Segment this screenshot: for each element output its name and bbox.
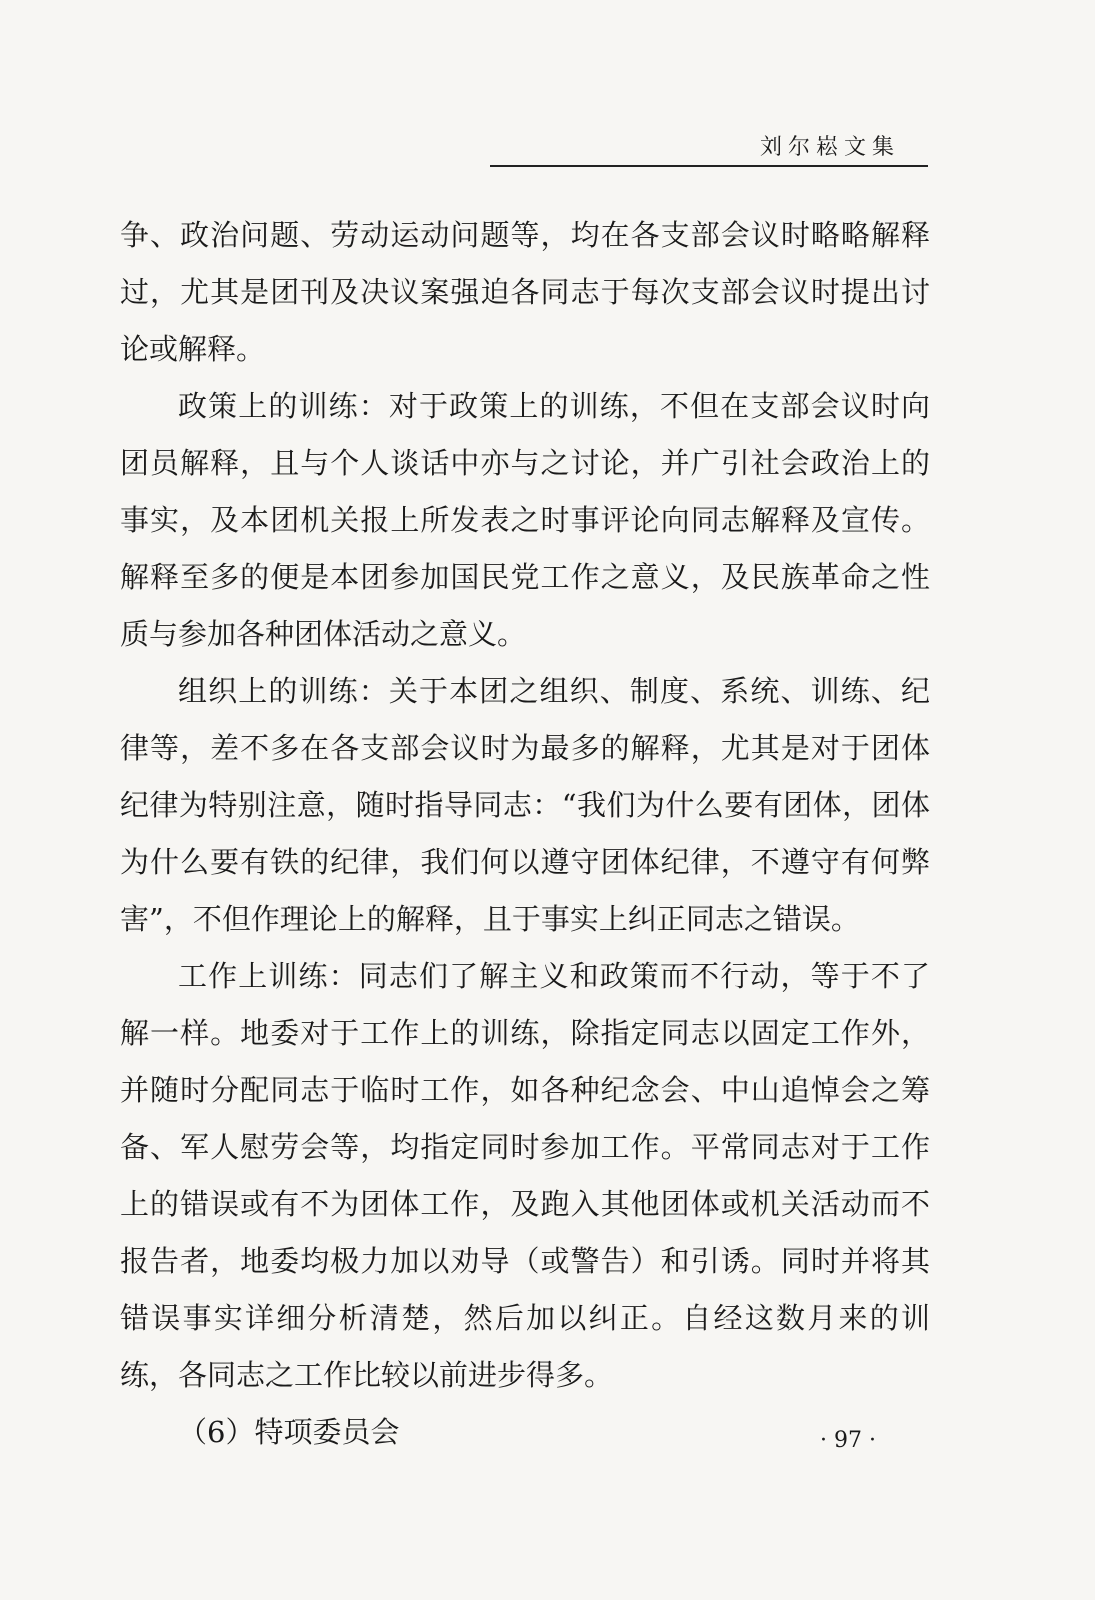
running-header: 刘尔崧文集	[760, 135, 901, 160]
paragraph-work-training: 工作上训练：同志们了解主义和政策而不行动，等于不了解一样。地委对于工作上的训练，除指定同志以固定工作外，并随时分配同志于临时工作，如各种纪念会、中山追悼会之筹备、军人慰劳会等，均指定同时参加工作。平常同志对于工作上的错误或有不为团体工作，及跑入其他团体或机关活动而不报告者，地委均极力加以劝导（或警告）和引诱。同时并将其错误事实详细分析清楚，然后加以纠正。自经这数月来的训练，各同志之工作比较以前进步得多。	[120, 959, 930, 1392]
paragraph-organization-training: 组织上的训练：关于本团之组织、制度、系统、训练、纪律等，差不多在各支部会议时为最多的解释，尤其是对于团体纪律为特别注意，随时指导同志：“我们为什么要有团体，团体为什么要有铁的纪律，我们何以遵守团体纪律，不遵守有何弊害”，不但作理论上的解释，且于事实上纠正同志之错误。	[120, 674, 930, 936]
paragraph-policy-training: 政策上的训练：对于政策上的训练，不但在支部会议时向团员解释，且与个人谈话中亦与之讨论，并广引社会政治上的事实，及本团机关报上所发表之时事评论向同志解释及宣传。解释至多的便是本团参加国民党工作之意义，及民族革命之性质与参加各种团体活动之意义。	[120, 389, 930, 651]
section-heading-special-committee: （6）特项委员会	[178, 1415, 400, 1449]
body-text	[120, 207, 930, 1461]
page-number: · 97 ·	[820, 1428, 876, 1453]
paragraph-continuation: 争、政治问题、劳动运动问题等，均在各支部会议时略略解释过，尤其是团刊及决议案强迫各同志于每次支部会议时提出讨论或解释。	[120, 218, 930, 366]
header-rule	[490, 165, 928, 167]
